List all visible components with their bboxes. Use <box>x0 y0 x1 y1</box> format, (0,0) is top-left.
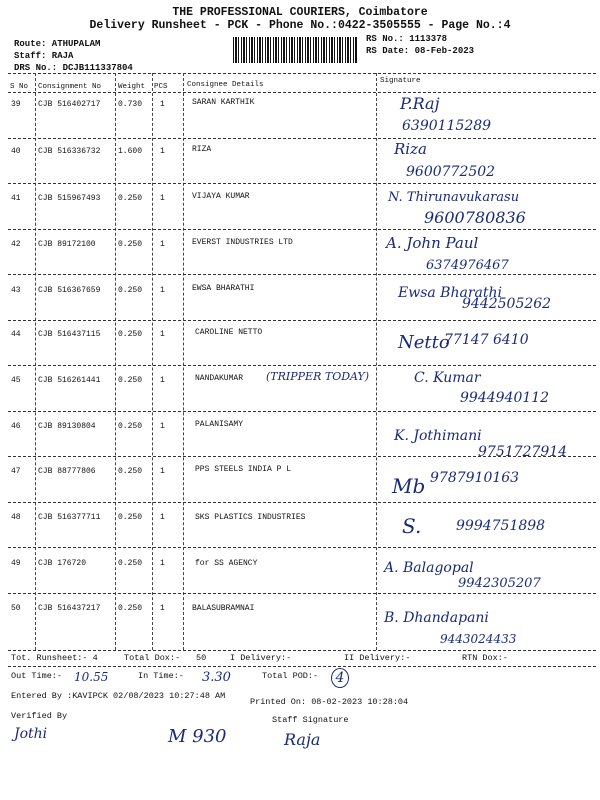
row-phone: 9751727914 <box>478 444 568 460</box>
row-sno: 46 <box>11 422 21 431</box>
mid-signature: M 930 <box>168 726 227 747</box>
row-consignment: CJB 516437217 <box>38 604 101 613</box>
row-phone: 6374976467 <box>426 258 509 273</box>
drs-number: DRS No.: DCJB111337804 <box>14 63 133 73</box>
row-note: (TRIPPER TODAY) <box>266 370 370 383</box>
row-phone: 9600772502 <box>406 164 496 180</box>
row-pcs: 1 <box>160 100 165 109</box>
row-pcs: 1 <box>160 604 165 613</box>
row-rule <box>8 320 596 321</box>
row-consignee: BALASUBRAMNAI <box>192 604 255 613</box>
col-consignee: Consignee Details <box>187 81 264 89</box>
row-signature: K. Jothimani <box>394 428 482 444</box>
rs-number: RS No.: 1113378 <box>366 34 448 44</box>
row-consignee: RIZA <box>192 145 212 154</box>
row-phone: 9443024433 <box>440 632 517 646</box>
row-pcs: 1 <box>160 376 165 385</box>
staff-label: Staff: RAJA <box>14 51 74 61</box>
row-consignee: SARAN KARTHIK <box>192 98 255 107</box>
col-signature: Signature <box>380 77 421 85</box>
row-consignment: CJB 516437115 <box>38 330 101 339</box>
row-pcs: 1 <box>160 194 165 203</box>
row-phone: 77147 6410 <box>444 332 529 348</box>
rtn-dox: RTN Dox:- <box>462 653 508 663</box>
row-consignment: CJB 516261441 <box>38 376 101 385</box>
row-consignee: PPS STEELS INDIA P L <box>195 465 292 474</box>
i-delivery: I Delivery:- <box>230 653 292 663</box>
row-signature: Mb <box>392 474 426 498</box>
row-consignment: CJB 516367659 <box>38 286 101 295</box>
row-consignee: CAROLINE NETTO <box>195 328 263 337</box>
row-rule <box>8 547 596 548</box>
row-rule <box>8 138 596 139</box>
row-weight: 0.250 <box>118 559 143 568</box>
row-sno: 42 <box>11 240 21 249</box>
row-sno: 39 <box>11 100 21 109</box>
row-weight: 0.250 <box>118 604 143 613</box>
row-signature: N. Thirunavukarasu <box>388 190 520 205</box>
row-pcs: 1 <box>160 240 165 249</box>
row-consignment: CJB 516402717 <box>38 100 101 109</box>
in-time-value: 3.30 <box>202 670 231 685</box>
verified-by-label: Verified By <box>11 711 68 721</box>
row-sno: 47 <box>11 467 21 476</box>
row-consignment: CJB 176720 <box>38 559 87 568</box>
col-rule <box>376 73 377 650</box>
row-phone: 9787910163 <box>430 470 520 486</box>
row-weight: 0.730 <box>118 100 143 109</box>
row-consignee: for SS AGENCY <box>195 559 258 568</box>
row-sno: 41 <box>11 194 21 203</box>
entered-by: Entered By :KAVIPCK 02/08/2023 10:27:48 AM <box>11 691 226 701</box>
row-pcs: 1 <box>160 559 165 568</box>
total-pod-value: 4 <box>331 668 349 688</box>
row-sno: 44 <box>11 330 21 339</box>
row-phone: 9600780836 <box>424 208 526 227</box>
row-sno: 48 <box>11 513 21 522</box>
staff-signature-label: Staff Signature <box>272 715 349 725</box>
company-title: THE PROFESSIONAL COURIERS, Coimbatore <box>172 6 428 19</box>
row-weight: 0.250 <box>118 194 143 203</box>
row-consignment: CJB 88777806 <box>38 467 96 476</box>
col-consignment: Consignment No <box>38 83 102 91</box>
route-label: Route: ATHUPALAM <box>14 39 101 49</box>
row-pcs: 1 <box>160 147 165 156</box>
barcode <box>233 37 357 63</box>
table-bottom-rule <box>8 650 596 651</box>
row-consignment: CJB 516377711 <box>38 513 101 522</box>
row-pcs: 1 <box>160 286 165 295</box>
col-rule <box>152 73 153 650</box>
row-rule <box>8 411 596 412</box>
row-rule <box>8 502 596 503</box>
row-consignee: VIJAYA KUMAR <box>192 192 250 201</box>
row-signature: C. Kumar <box>414 370 481 386</box>
row-weight: 0.250 <box>118 286 143 295</box>
row-pcs: 1 <box>160 422 165 431</box>
row-consignment: CJB 516336732 <box>38 147 101 156</box>
runsheet-subtitle: Delivery Runsheet - PCK - Phone No.:0422-3505555 - Page No.:4 <box>89 19 511 32</box>
row-pcs: 1 <box>160 330 165 339</box>
row-consignee: SKS PLASTICS INDUSTRIES <box>195 513 306 522</box>
col-weight: Weight <box>118 83 146 91</box>
row-signature: A. John Paul <box>386 234 479 252</box>
rs-date: RS Date: 08-Feb-2023 <box>366 46 475 56</box>
row-consignee: PALANISAMY <box>195 420 244 429</box>
row-phone: 9442505262 <box>462 296 552 312</box>
row-phone: 9944940112 <box>460 390 550 406</box>
row-signature: Riza <box>394 140 427 158</box>
row-sno: 43 <box>11 286 21 295</box>
col-rule <box>115 73 116 650</box>
row-weight: 1.600 <box>118 147 143 156</box>
in-time-label: In Time:- <box>138 671 184 681</box>
col-rule <box>183 73 184 650</box>
staff-signature: Raja <box>284 730 321 749</box>
out-time-value: 10.55 <box>74 670 109 684</box>
total-dox-label: Total Dox:- <box>124 653 181 663</box>
col-sno: S No <box>10 83 29 91</box>
total-pod-label: Total POD:- <box>262 671 319 681</box>
row-weight: 0.250 <box>118 467 143 476</box>
row-phone: 9994751898 <box>456 518 546 534</box>
row-phone: 9942305207 <box>458 576 541 591</box>
row-rule <box>8 229 596 230</box>
col-rule <box>35 73 36 650</box>
row-sno: 49 <box>11 559 21 568</box>
row-weight: 0.250 <box>118 330 143 339</box>
tot-runsheet: Tot. Runsheet:- 4 <box>11 653 98 663</box>
row-rule <box>8 274 596 275</box>
ii-delivery: II Delivery:- <box>344 653 411 663</box>
row-signature: S. <box>402 514 422 538</box>
row-sno: 50 <box>11 604 21 613</box>
row-consignee: NANDAKUMAR <box>195 374 244 383</box>
row-signature: Netto <box>398 332 450 353</box>
row-rule <box>8 365 596 366</box>
row-consignment: CJB 89130804 <box>38 422 96 431</box>
header-bottom-rule <box>8 92 596 93</box>
row-sno: 40 <box>11 147 21 156</box>
row-rule <box>8 456 596 457</box>
row-signature: P.Raj <box>400 94 440 113</box>
row-signature: Ewsa Bharathi <box>398 285 502 301</box>
row-signature: B. Dhandapani <box>384 610 489 626</box>
row-rule <box>8 593 596 594</box>
col-pcs: PCS <box>154 83 168 91</box>
row-weight: 0.250 <box>118 240 143 249</box>
row-pcs: 1 <box>160 513 165 522</box>
row-consignment: CJB 89172100 <box>38 240 96 249</box>
row-sno: 45 <box>11 376 21 385</box>
table-top-rule <box>8 73 596 74</box>
row-consignment: CJB 515967493 <box>38 194 101 203</box>
row-consignee: EWSA BHARATHI <box>192 284 255 293</box>
footer-rule <box>8 666 596 667</box>
row-rule <box>8 183 596 184</box>
row-signature: A. Balagopal <box>384 560 474 576</box>
out-time-label: Out Time:- <box>11 671 63 681</box>
row-phone: 6390115289 <box>402 118 492 134</box>
row-consignee: EVERST INDUSTRIES LTD <box>192 238 293 247</box>
row-pcs: 1 <box>160 467 165 476</box>
verifier-signature: Jothi <box>14 726 48 742</box>
row-weight: 0.250 <box>118 376 143 385</box>
printed-on: Printed On: 08-02-2023 10:28:04 <box>250 697 409 707</box>
total-dox-value: 50 <box>196 653 207 663</box>
row-weight: 0.250 <box>118 422 143 431</box>
row-weight: 0.250 <box>118 513 143 522</box>
